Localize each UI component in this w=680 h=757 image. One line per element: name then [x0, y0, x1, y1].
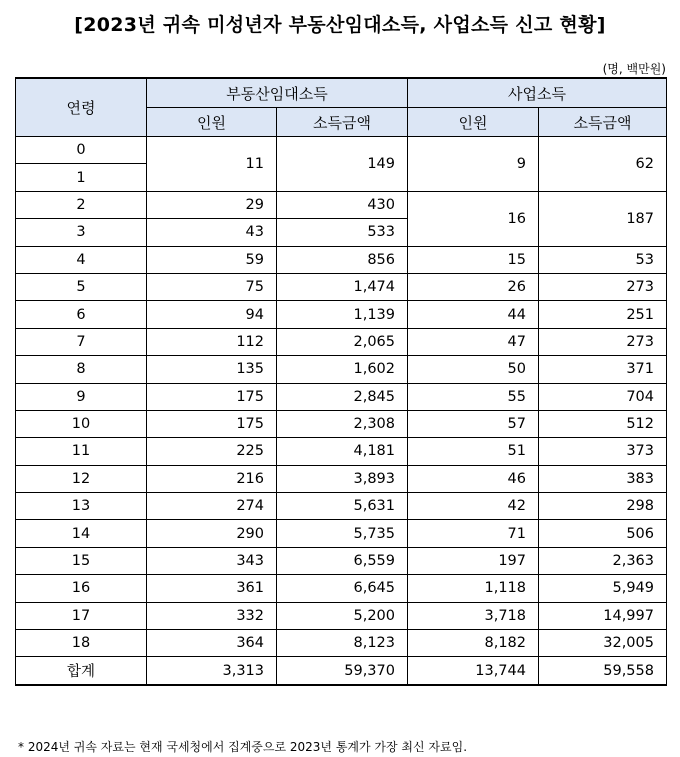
rental-people-cell: 175: [147, 383, 277, 410]
rental-people-cell: 3,313: [147, 657, 277, 685]
rental-amount-cell: 533: [277, 219, 408, 246]
table-row: [16, 602, 667, 629]
rental-amount-cell: 2,065: [277, 328, 408, 355]
table-row: [16, 630, 667, 657]
business-people-cell: 44: [408, 301, 539, 328]
rental-people-cell: 29: [147, 191, 277, 218]
business-people-cell: 71: [408, 520, 539, 547]
unit-label: (명, 백만원): [602, 62, 666, 76]
age-cell: 4: [16, 246, 147, 273]
age-cell: 13: [16, 493, 147, 520]
table-row: [16, 657, 667, 685]
header-business-income: 사업소득: [408, 78, 667, 108]
rental-amount-cell: 59,370: [277, 657, 408, 685]
header-age: 연령: [16, 78, 147, 137]
rental-people-cell: 290: [147, 520, 277, 547]
rental-amount-cell: 6,645: [277, 575, 408, 602]
rental-amount-cell: 4,181: [277, 438, 408, 465]
rental-amount-cell: 6,559: [277, 547, 408, 574]
business-amount-cell: 273: [539, 328, 667, 355]
business-people-cell: 15: [408, 246, 539, 273]
table-row: [16, 356, 667, 383]
business-amount-cell: 506: [539, 520, 667, 547]
business-people-cell: 51: [408, 438, 539, 465]
age-cell: 0: [16, 137, 147, 164]
business-people-cell: 55: [408, 383, 539, 410]
business-people-cell: 9: [408, 137, 539, 192]
rental-people-cell: 361: [147, 575, 277, 602]
table-row: [16, 273, 667, 300]
age-cell: 합계: [16, 657, 147, 685]
table-row: [16, 191, 667, 218]
table-row: [16, 438, 667, 465]
rental-amount-cell: 149: [277, 137, 408, 192]
business-people-cell: 42: [408, 493, 539, 520]
business-people-cell: 57: [408, 410, 539, 437]
rental-amount-cell: 2,308: [277, 410, 408, 437]
business-people-cell: 3,718: [408, 602, 539, 629]
rental-amount-cell: 430: [277, 191, 408, 218]
header-rental-people: 인원: [147, 108, 277, 137]
rental-amount-cell: 1,474: [277, 273, 408, 300]
rental-people-cell: 225: [147, 438, 277, 465]
business-amount-cell: 187: [539, 191, 667, 246]
rental-people-cell: 332: [147, 602, 277, 629]
business-amount-cell: 2,363: [539, 547, 667, 574]
table-row: [16, 383, 667, 410]
rental-amount-cell: 1,602: [277, 356, 408, 383]
header-rental-income: 부동산임대소득: [147, 78, 408, 108]
age-cell: 15: [16, 547, 147, 574]
age-cell: 9: [16, 383, 147, 410]
age-cell: 16: [16, 575, 147, 602]
table-row: [16, 246, 667, 273]
business-people-cell: 8,182: [408, 630, 539, 657]
rental-people-cell: 43: [147, 219, 277, 246]
business-people-cell: 16: [408, 191, 539, 246]
age-cell: 3: [16, 219, 147, 246]
rental-people-cell: 11: [147, 137, 277, 192]
table-row: [16, 465, 667, 492]
age-cell: 7: [16, 328, 147, 355]
business-people-cell: 50: [408, 356, 539, 383]
rental-amount-cell: 3,893: [277, 465, 408, 492]
rental-amount-cell: 5,735: [277, 520, 408, 547]
header-business-amount: 소득금액: [539, 108, 667, 137]
age-cell: 14: [16, 520, 147, 547]
rental-amount-cell: 1,139: [277, 301, 408, 328]
age-cell: 17: [16, 602, 147, 629]
business-amount-cell: 251: [539, 301, 667, 328]
rental-people-cell: 94: [147, 301, 277, 328]
table-row: [16, 137, 667, 164]
business-amount-cell: 371: [539, 356, 667, 383]
rental-people-cell: 135: [147, 356, 277, 383]
business-people-cell: 13,744: [408, 657, 539, 685]
business-people-cell: 47: [408, 328, 539, 355]
page-title: [2023년 귀속 미성년자 부동산임대소득, 사업소득 신고 현황]: [74, 14, 606, 36]
income-table: [15, 77, 667, 686]
table-row: [16, 410, 667, 437]
header-business-people: 인원: [408, 108, 539, 137]
business-people-cell: 26: [408, 273, 539, 300]
business-amount-cell: 14,997: [539, 602, 667, 629]
business-amount-cell: 5,949: [539, 575, 667, 602]
rental-people-cell: 75: [147, 273, 277, 300]
age-cell: 18: [16, 630, 147, 657]
business-amount-cell: 32,005: [539, 630, 667, 657]
business-amount-cell: 383: [539, 465, 667, 492]
rental-people-cell: 175: [147, 410, 277, 437]
age-cell: 10: [16, 410, 147, 437]
age-cell: 8: [16, 356, 147, 383]
rental-people-cell: 343: [147, 547, 277, 574]
rental-amount-cell: 5,200: [277, 602, 408, 629]
age-cell: 6: [16, 301, 147, 328]
table-row: [16, 547, 667, 574]
header-rental-amount: 소득금액: [277, 108, 408, 137]
table-row: [16, 493, 667, 520]
rental-people-cell: 274: [147, 493, 277, 520]
table-row: [16, 575, 667, 602]
business-amount-cell: 373: [539, 438, 667, 465]
rental-amount-cell: 8,123: [277, 630, 408, 657]
rental-people-cell: 216: [147, 465, 277, 492]
age-cell: 12: [16, 465, 147, 492]
business-amount-cell: 704: [539, 383, 667, 410]
rental-amount-cell: 2,845: [277, 383, 408, 410]
table-row: [16, 328, 667, 355]
business-people-cell: 197: [408, 547, 539, 574]
business-amount-cell: 62: [539, 137, 667, 192]
age-cell: 2: [16, 191, 147, 218]
business-amount-cell: 273: [539, 273, 667, 300]
age-cell: 5: [16, 273, 147, 300]
age-cell: 1: [16, 164, 147, 191]
table-row: [16, 520, 667, 547]
rental-amount-cell: 856: [277, 246, 408, 273]
age-cell: 11: [16, 438, 147, 465]
business-amount-cell: 59,558: [539, 657, 667, 685]
business-amount-cell: 53: [539, 246, 667, 273]
business-people-cell: 46: [408, 465, 539, 492]
rental-people-cell: 364: [147, 630, 277, 657]
business-amount-cell: 512: [539, 410, 667, 437]
table-row: [16, 301, 667, 328]
footnote: * 2024년 귀속 자료는 현재 국세청에서 집계중으로 2023년 통계가 가장 최신 자료임.: [18, 740, 468, 754]
rental-people-cell: 112: [147, 328, 277, 355]
business-people-cell: 1,118: [408, 575, 539, 602]
rental-amount-cell: 5,631: [277, 493, 408, 520]
business-amount-cell: 298: [539, 493, 667, 520]
rental-people-cell: 59: [147, 246, 277, 273]
